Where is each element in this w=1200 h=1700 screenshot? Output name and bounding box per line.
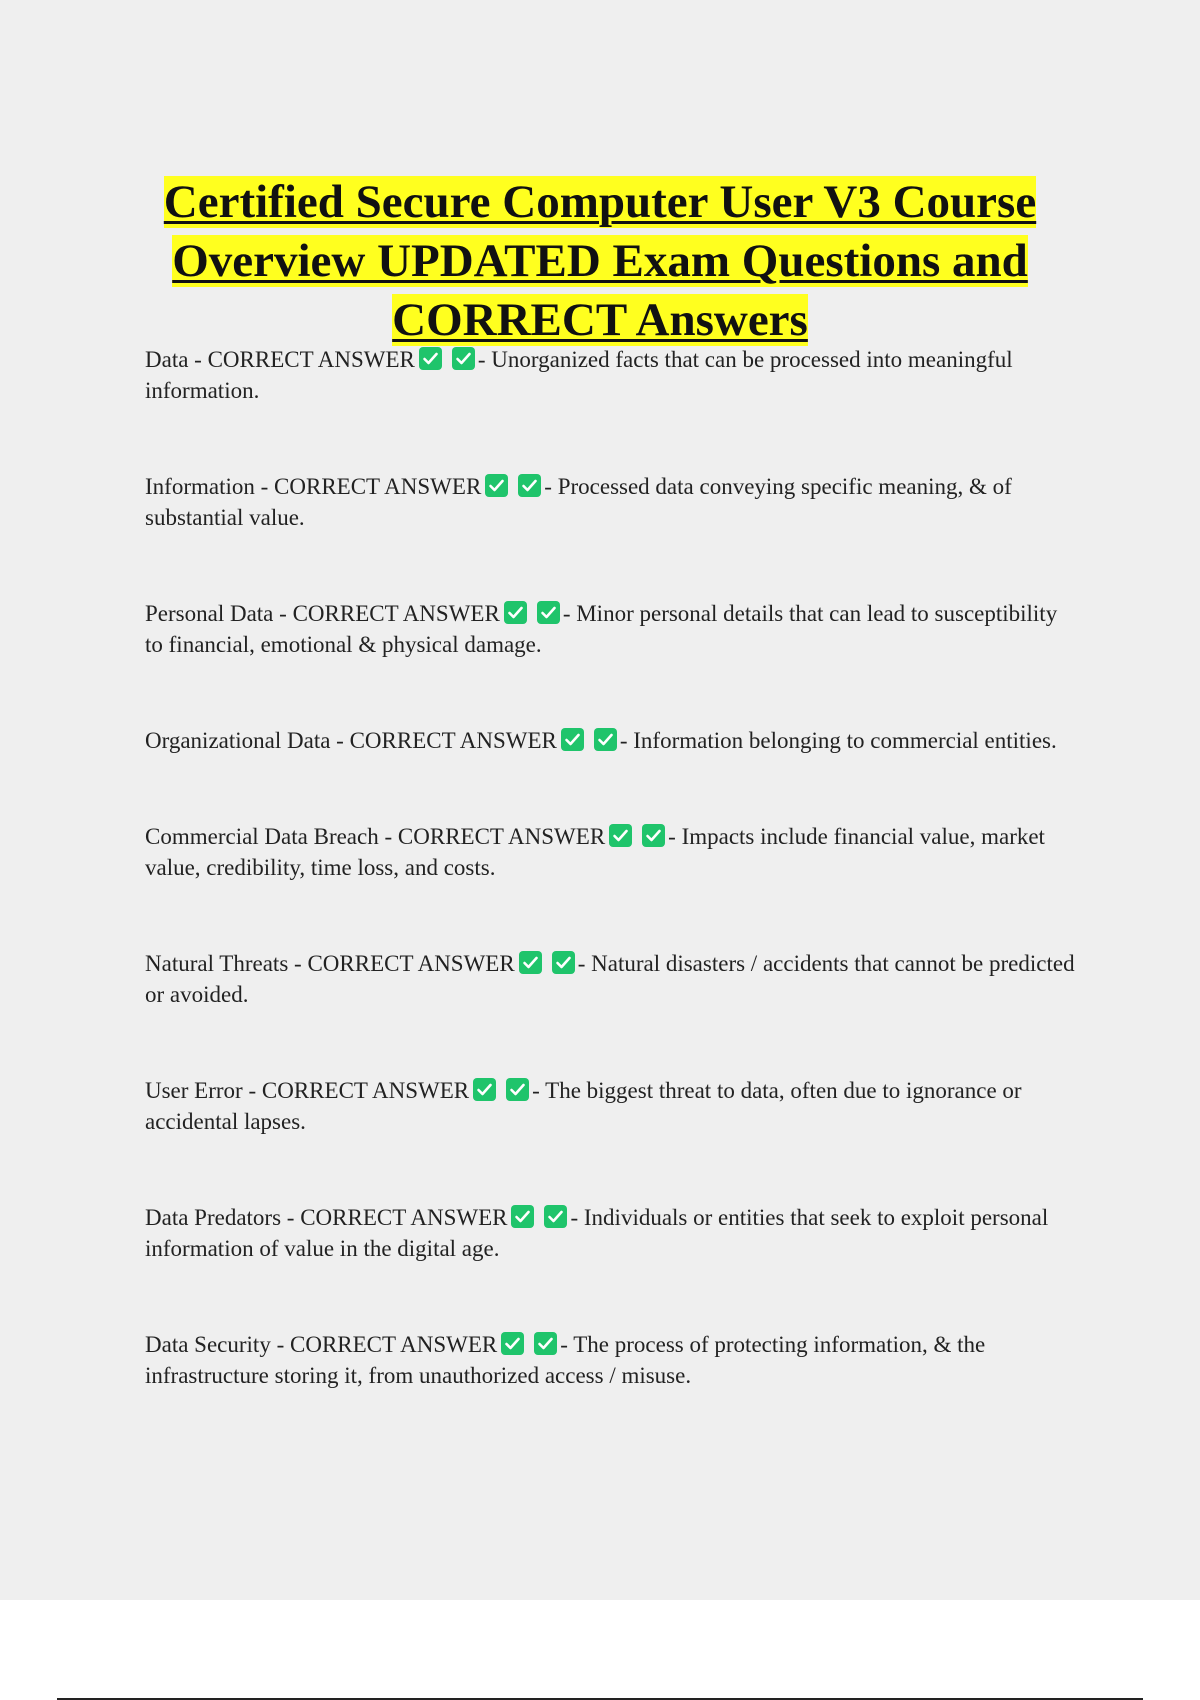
correct-answer-label: CORRECT ANSWER — [261, 1078, 470, 1103]
checkmark-icon — [609, 824, 632, 847]
checkmark-icon — [518, 474, 541, 497]
title-line-1: Certified Secure Computer User V3 Course — [163, 176, 1037, 229]
checkmark-icon — [552, 951, 575, 974]
qa-item: Data Security - CORRECT ANSWER - The process of protecting information, & the infrastructure storing it, from unauthorized access / misuse. — [145, 1332, 986, 1388]
document-title — [150, 173, 1050, 350]
qa-definition: Individuals or entities that seek to exploit personal information of value in the digital age. — [145, 1205, 1049, 1261]
checkmark-icon — [537, 601, 560, 624]
checkmark-icon — [506, 1078, 529, 1101]
correct-answer-label: CORRECT ANSWER — [207, 347, 415, 372]
checkmark-icon — [511, 1205, 534, 1228]
correct-answer-label: CORRECT ANSWER — [349, 728, 557, 753]
qa-term: Data — [145, 347, 189, 372]
correct-answer-label: CORRECT ANSWER — [307, 951, 515, 976]
qa-item: Organizational Data - CORRECT ANSWER - Information belonging to commercial entities. — [145, 728, 1057, 753]
qa-term: User Error — [145, 1078, 243, 1103]
correct-answer-label: CORRECT ANSWER — [300, 1205, 508, 1230]
qa-term: Commercial Data Breach — [145, 824, 379, 849]
correct-answer-label: CORRECT ANSWER — [292, 601, 500, 626]
qa-term: Information — [145, 474, 255, 499]
qa-item: Personal Data - CORRECT ANSWER - Minor personal details that can lead to susceptibility to financial, emotional & physical damage. — [145, 601, 1058, 657]
checkmark-icon — [642, 824, 665, 847]
correct-answer-label: CORRECT ANSWER — [274, 474, 482, 499]
qa-term: Organizational Data — [145, 728, 331, 753]
qa-definition: Impacts include financial value, market value, credibility, time loss, and costs. — [145, 824, 1045, 880]
qa-definition: Information belonging to commercial entities. — [633, 728, 1057, 753]
checkmark-icon — [452, 347, 475, 370]
qa-item: Data - CORRECT ANSWER - Unorganized facts that can be processed into meaningful information. — [145, 347, 1013, 403]
checkmark-icon — [594, 728, 617, 751]
qa-item: Information - CORRECT ANSWER - Processed data conveying specific meaning, & of substantial value. — [145, 474, 1012, 530]
qa-definition: Minor personal details that can lead to susceptibility to financial, emotional & physical damage. — [145, 601, 1058, 657]
qa-definition: The process of protecting information, & the infrastructure storing it, from unauthorized access / misuse. — [145, 1332, 986, 1388]
checkmark-icon — [534, 1332, 557, 1355]
qa-definition: Unorganized facts that can be processed into meaningful information. — [145, 347, 1013, 403]
checkmark-icon — [504, 601, 527, 624]
qa-list — [145, 344, 1075, 1456]
title-line-2: Overview UPDATED Exam Questions and — [172, 235, 1028, 288]
qa-item: Data Predators - CORRECT ANSWER - Individuals or entities that seek to exploit personal information of value in the digital age. — [145, 1205, 1049, 1261]
qa-definition: The biggest threat to data, often due to ignorance or accidental lapses. — [145, 1078, 1022, 1134]
checkmark-icon — [485, 474, 508, 497]
qa-definition: Processed data conveying specific meaning, & of substantial value. — [145, 474, 1012, 530]
checkmark-icon — [544, 1205, 567, 1228]
qa-item: Natural Threats - CORRECT ANSWER - Natural disasters / accidents that cannot be predicted or avoided. — [145, 951, 1075, 1007]
checkmark-icon — [473, 1078, 496, 1101]
qa-item: User Error - CORRECT ANSWER - The biggest threat to data, often due to ignorance or accidental lapses. — [145, 1078, 1022, 1134]
title-line-3: CORRECT Answers — [392, 294, 808, 347]
qa-term: Data Predators — [145, 1205, 282, 1230]
checkmark-icon — [519, 951, 542, 974]
qa-item: Commercial Data Breach - CORRECT ANSWER - Impacts include financial value, market value, credibility, time loss, and costs. — [145, 824, 1045, 880]
qa-term: Data Security — [145, 1332, 271, 1357]
qa-definition: Natural disasters / accidents that cannot be predicted or avoided. — [145, 951, 1075, 1007]
checkmark-icon — [501, 1332, 524, 1355]
checkmark-icon — [561, 728, 584, 751]
correct-answer-label: CORRECT ANSWER — [397, 824, 606, 849]
qa-term: Personal Data — [145, 601, 274, 626]
correct-answer-label: CORRECT ANSWER — [290, 1332, 498, 1357]
qa-term: Natural Threats — [145, 951, 289, 976]
checkmark-icon — [419, 347, 442, 370]
